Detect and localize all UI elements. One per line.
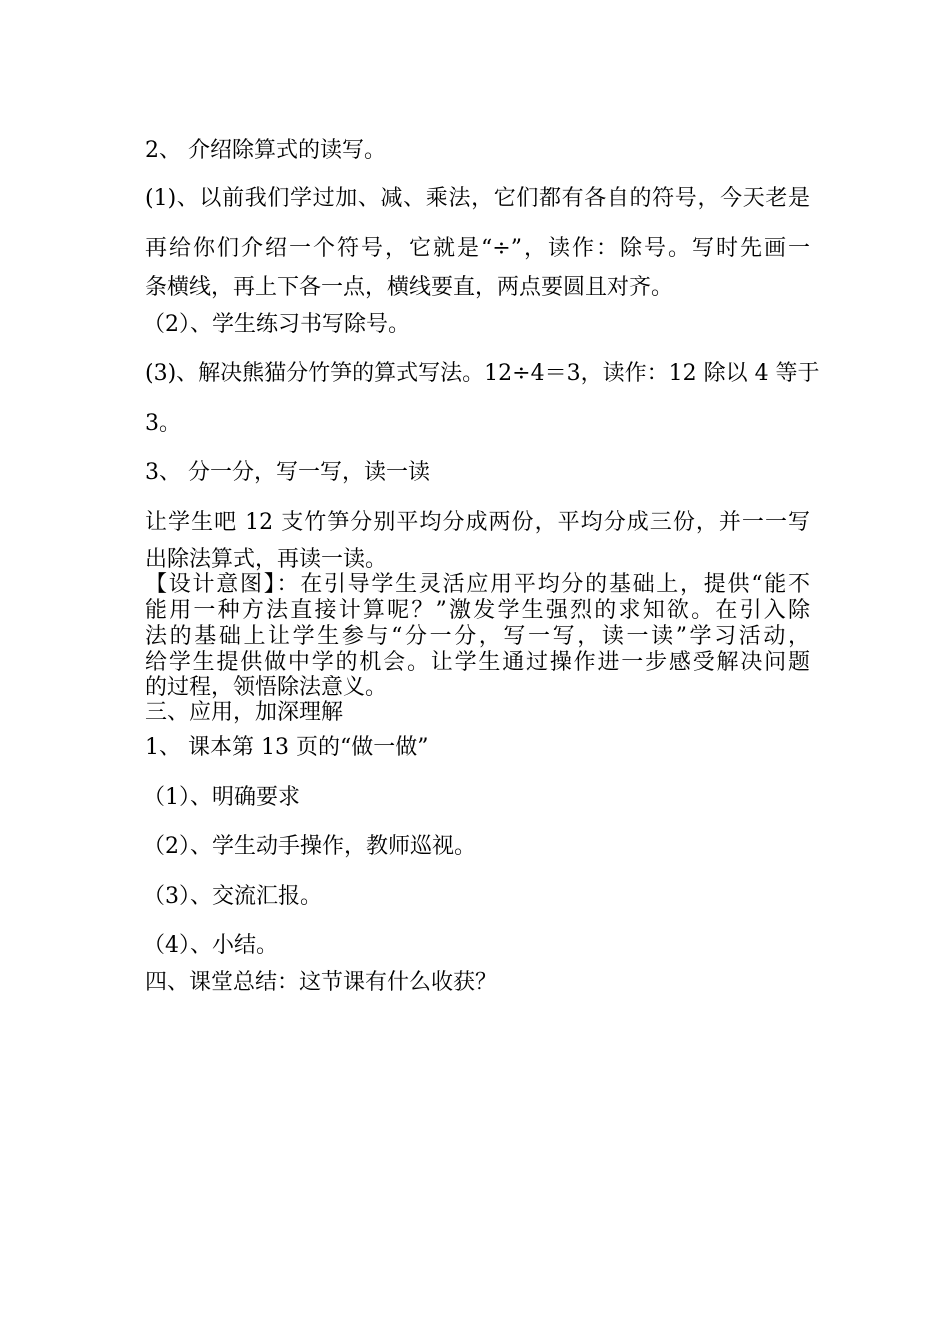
design-intent-line: 的过程，领悟除法意义。 — [145, 675, 388, 700]
paragraph-line: 出除法算式，再读一读。 — [145, 547, 388, 572]
section-heading-summary: 四、课堂总结：这节课有什么收获？ — [145, 970, 498, 995]
paragraph-line: (3)、解决熊猫分竹笋的算式写法。12÷4＝3，读作：12 除以 4 等于 — [145, 361, 820, 386]
section-heading-apply: 三、应用，加深理解 — [145, 700, 344, 725]
paragraph-line: 再给你们介绍一个符号，它就是“÷”，读作：除号。写时先画一 — [145, 236, 810, 261]
paragraph-line: 条横线，再上下各一点，横线要直，两点要圆且对齐。 — [145, 275, 674, 300]
section-heading-3: 3、 分一分，写一写，读一读 — [145, 460, 430, 485]
list-item: （2）、学生动手操作，教师巡视。 — [143, 834, 476, 859]
paragraph-line: 让学生吧 12 支竹笋分别平均分成两份，平均分成三份，并一一写 — [145, 510, 810, 535]
paragraph-line: 3。 — [145, 411, 181, 436]
paragraph-line: （2）、学生练习书写除号。 — [143, 312, 410, 337]
section-heading-2: 2、 介绍除算式的读写。 — [145, 138, 386, 163]
list-item: （4）、小结。 — [143, 933, 278, 958]
list-item: （3）、交流汇报。 — [143, 884, 322, 909]
design-intent-line: 法的基础上让学生参与“分一分，写一写，读一读”学习活动， — [145, 624, 810, 649]
list-item: （1）、明确要求 — [143, 785, 300, 810]
paragraph-line: (1)、以前我们学过加、减、乘法，它们都有各自的符号，今天老是 — [145, 186, 810, 211]
design-intent-line: 给学生提供做中学的机会。让学生通过操作进一步感受解决问题 — [145, 650, 810, 675]
design-intent-line: 【设计意图】：在引导学生灵活应用平均分的基础上，提供“能不 — [145, 572, 810, 597]
list-item: 1、 课本第 13 页的“做一做” — [145, 735, 429, 760]
design-intent-line: 能用一种方法直接计算呢？”激发学生强烈的求知欲。在引入除 — [145, 598, 810, 623]
